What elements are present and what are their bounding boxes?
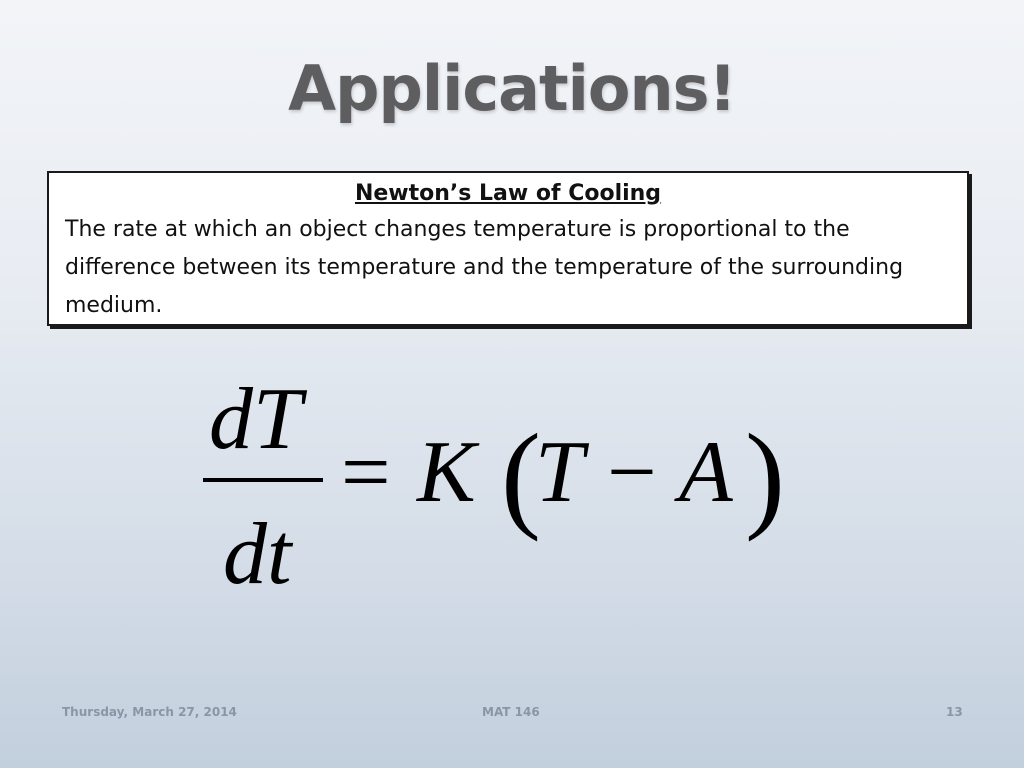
- footer-page-number: 13: [946, 705, 963, 719]
- equation-minus: −: [607, 424, 657, 521]
- equation-constant: K: [417, 424, 476, 521]
- equation-close-paren: ): [745, 409, 785, 542]
- equation-svg: [195, 368, 815, 598]
- footer-course: MAT 146: [482, 705, 540, 719]
- slide-title: Applications!: [288, 52, 736, 125]
- equation-equals: =: [341, 424, 391, 521]
- cooling-equation: [195, 368, 815, 598]
- definition-text: The rate at which an object changes temperature is proportional to the difference between its temperature and the temperature of the surrounding medium.: [65, 217, 904, 318]
- equation-variable-a: A: [679, 424, 733, 521]
- equation-denominator: dt: [223, 506, 292, 598]
- definition-heading: Newton’s Law of Cooling: [354, 181, 662, 206]
- fraction-bar: [203, 478, 323, 482]
- footer-date: Thursday, March 27, 2014: [62, 705, 237, 719]
- equation-numerator: dT: [209, 371, 302, 468]
- equation-open-paren: (: [501, 409, 541, 542]
- equation-variable-t: T: [535, 424, 584, 521]
- definition-box: [47, 171, 969, 326]
